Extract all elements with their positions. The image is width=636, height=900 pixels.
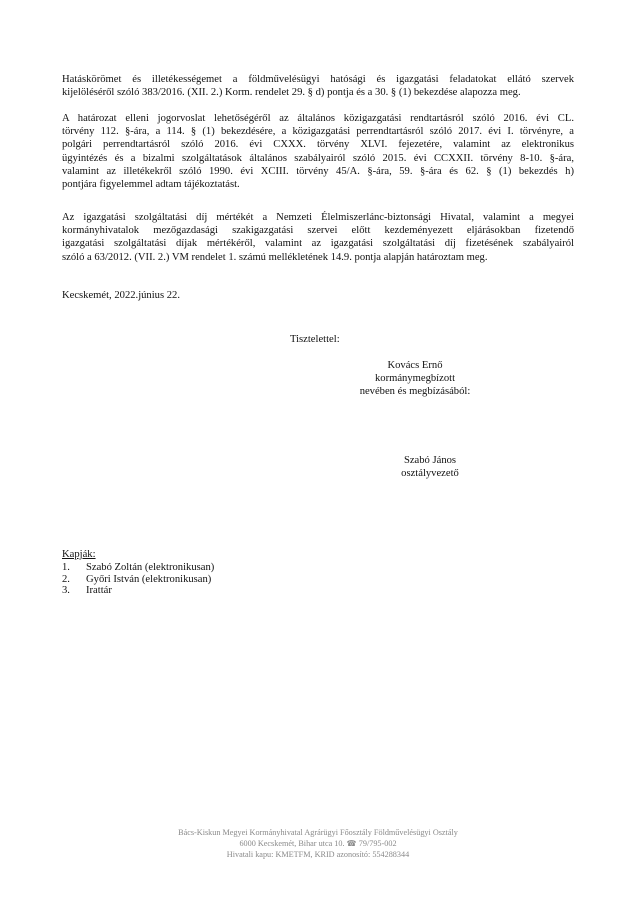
page-footer: [0, 827, 636, 860]
signatory-block-2: [360, 454, 500, 480]
footer-gateway: Hivatali kapu: KMETFM, KRID azonosító: 554288344: [226, 850, 410, 859]
paragraph-line: kijelöléséről szóló 383/2016. (XII. 2.) Korm. rendelet 29. § d) pontja és a 30. § (1) bekezdése alapozza meg.: [62, 87, 521, 99]
signatory-name: Szabó János: [403, 455, 457, 466]
paragraph-line: kormányhivatalok mezőgazdasági szakigazgatási szervei előtt kezdeményezett eljárásokban fizetendő: [62, 225, 574, 237]
footer-office: Bács-Kiskun Megyei Kormányhivatal Agrárügyi Főosztály Földművelésügyi Osztály: [178, 828, 458, 837]
paragraph-line: törvény 112. §-ára, a 114. § (1) bekezdésére, a közigazgatási perrendtartásról szóló 2017. évi I. törvényre, a: [62, 126, 574, 138]
list-item-number: 1.: [62, 562, 70, 573]
paragraph-line: szóló a 63/2012. (VII. 2.) VM rendelet 1. számú mellékletének 14.9. pontja alapján határoztam meg.: [62, 251, 488, 263]
service-fee-paragraph: [62, 211, 574, 264]
footer-address: 6000 Kecskemét, Bihar utca 10. ☎ 79/795-002: [239, 839, 397, 848]
list-item: [62, 585, 214, 597]
recipients-title: Kapják:: [62, 549, 96, 560]
list-item-text: Szabó Zoltán (elektronikusan): [86, 562, 215, 573]
paragraph-line: igazgatási szolgáltatási díjak mértékéről, valamint az igazgatási szolgáltatási díj fizetésének szabályairól: [62, 238, 574, 250]
list-item: [62, 574, 214, 586]
paragraph-line: Hatáskörömet és illetékességemet a földművelésügyi hatósági és igazgatási feladatokat ellátó szervek: [62, 74, 574, 85]
signatory-name: Kovács Ernő: [387, 360, 443, 371]
signatory-capacity: nevében és megbízásából:: [359, 386, 471, 398]
paragraph-line: valamint az illetékekről szóló 1990. évi XCIII. törvény 45/A. §-ára, 59. §-ára és 62. § (1) bekezdés h): [62, 165, 574, 177]
list-item: [62, 562, 214, 574]
paragraph-line: A határozat elleni jogorvoslat lehetőségéről az általános közigazgatási rendtartásról szóló 2016. évi CL.: [62, 113, 574, 124]
paragraph-line: ügyintézés és a bizalmi szolgáltatások általános szabályairól szóló 2015. évi CCXXII. törvény 8-10. §-ára,: [62, 152, 574, 164]
greeting: Tisztelettel:: [290, 334, 340, 345]
list-item-text: Irattár: [86, 585, 112, 597]
paragraph-line: Az igazgatási szolgáltatási díj mértékét a Nemzeti Élelmiszerlánc-biztonsági Hivatal, valamint a megyei: [62, 212, 574, 223]
paragraph-line: polgári perrendtartásról szóló 2016. évi CXXX. törvény XLVI. fejezetére, valamint az elektronikus: [62, 139, 574, 151]
legal-remedy-paragraph: [62, 112, 574, 191]
list-item-number: 2.: [62, 573, 70, 585]
signatory-block-1: [330, 359, 500, 399]
signatory-title: osztályvezető: [401, 468, 459, 480]
list-item-number: 3.: [62, 585, 70, 597]
list-item-text: Győri István (elektronikusan): [86, 573, 212, 585]
place-and-date: Kecskemét, 2022.június 22.: [62, 290, 180, 301]
paragraph-line: pontjára figyelemmel adtam tájékoztatást.: [62, 179, 240, 191]
signatory-title: kormánymegbízott: [374, 373, 456, 385]
jurisdiction-paragraph: [62, 73, 574, 99]
recipients-list: [62, 562, 214, 597]
